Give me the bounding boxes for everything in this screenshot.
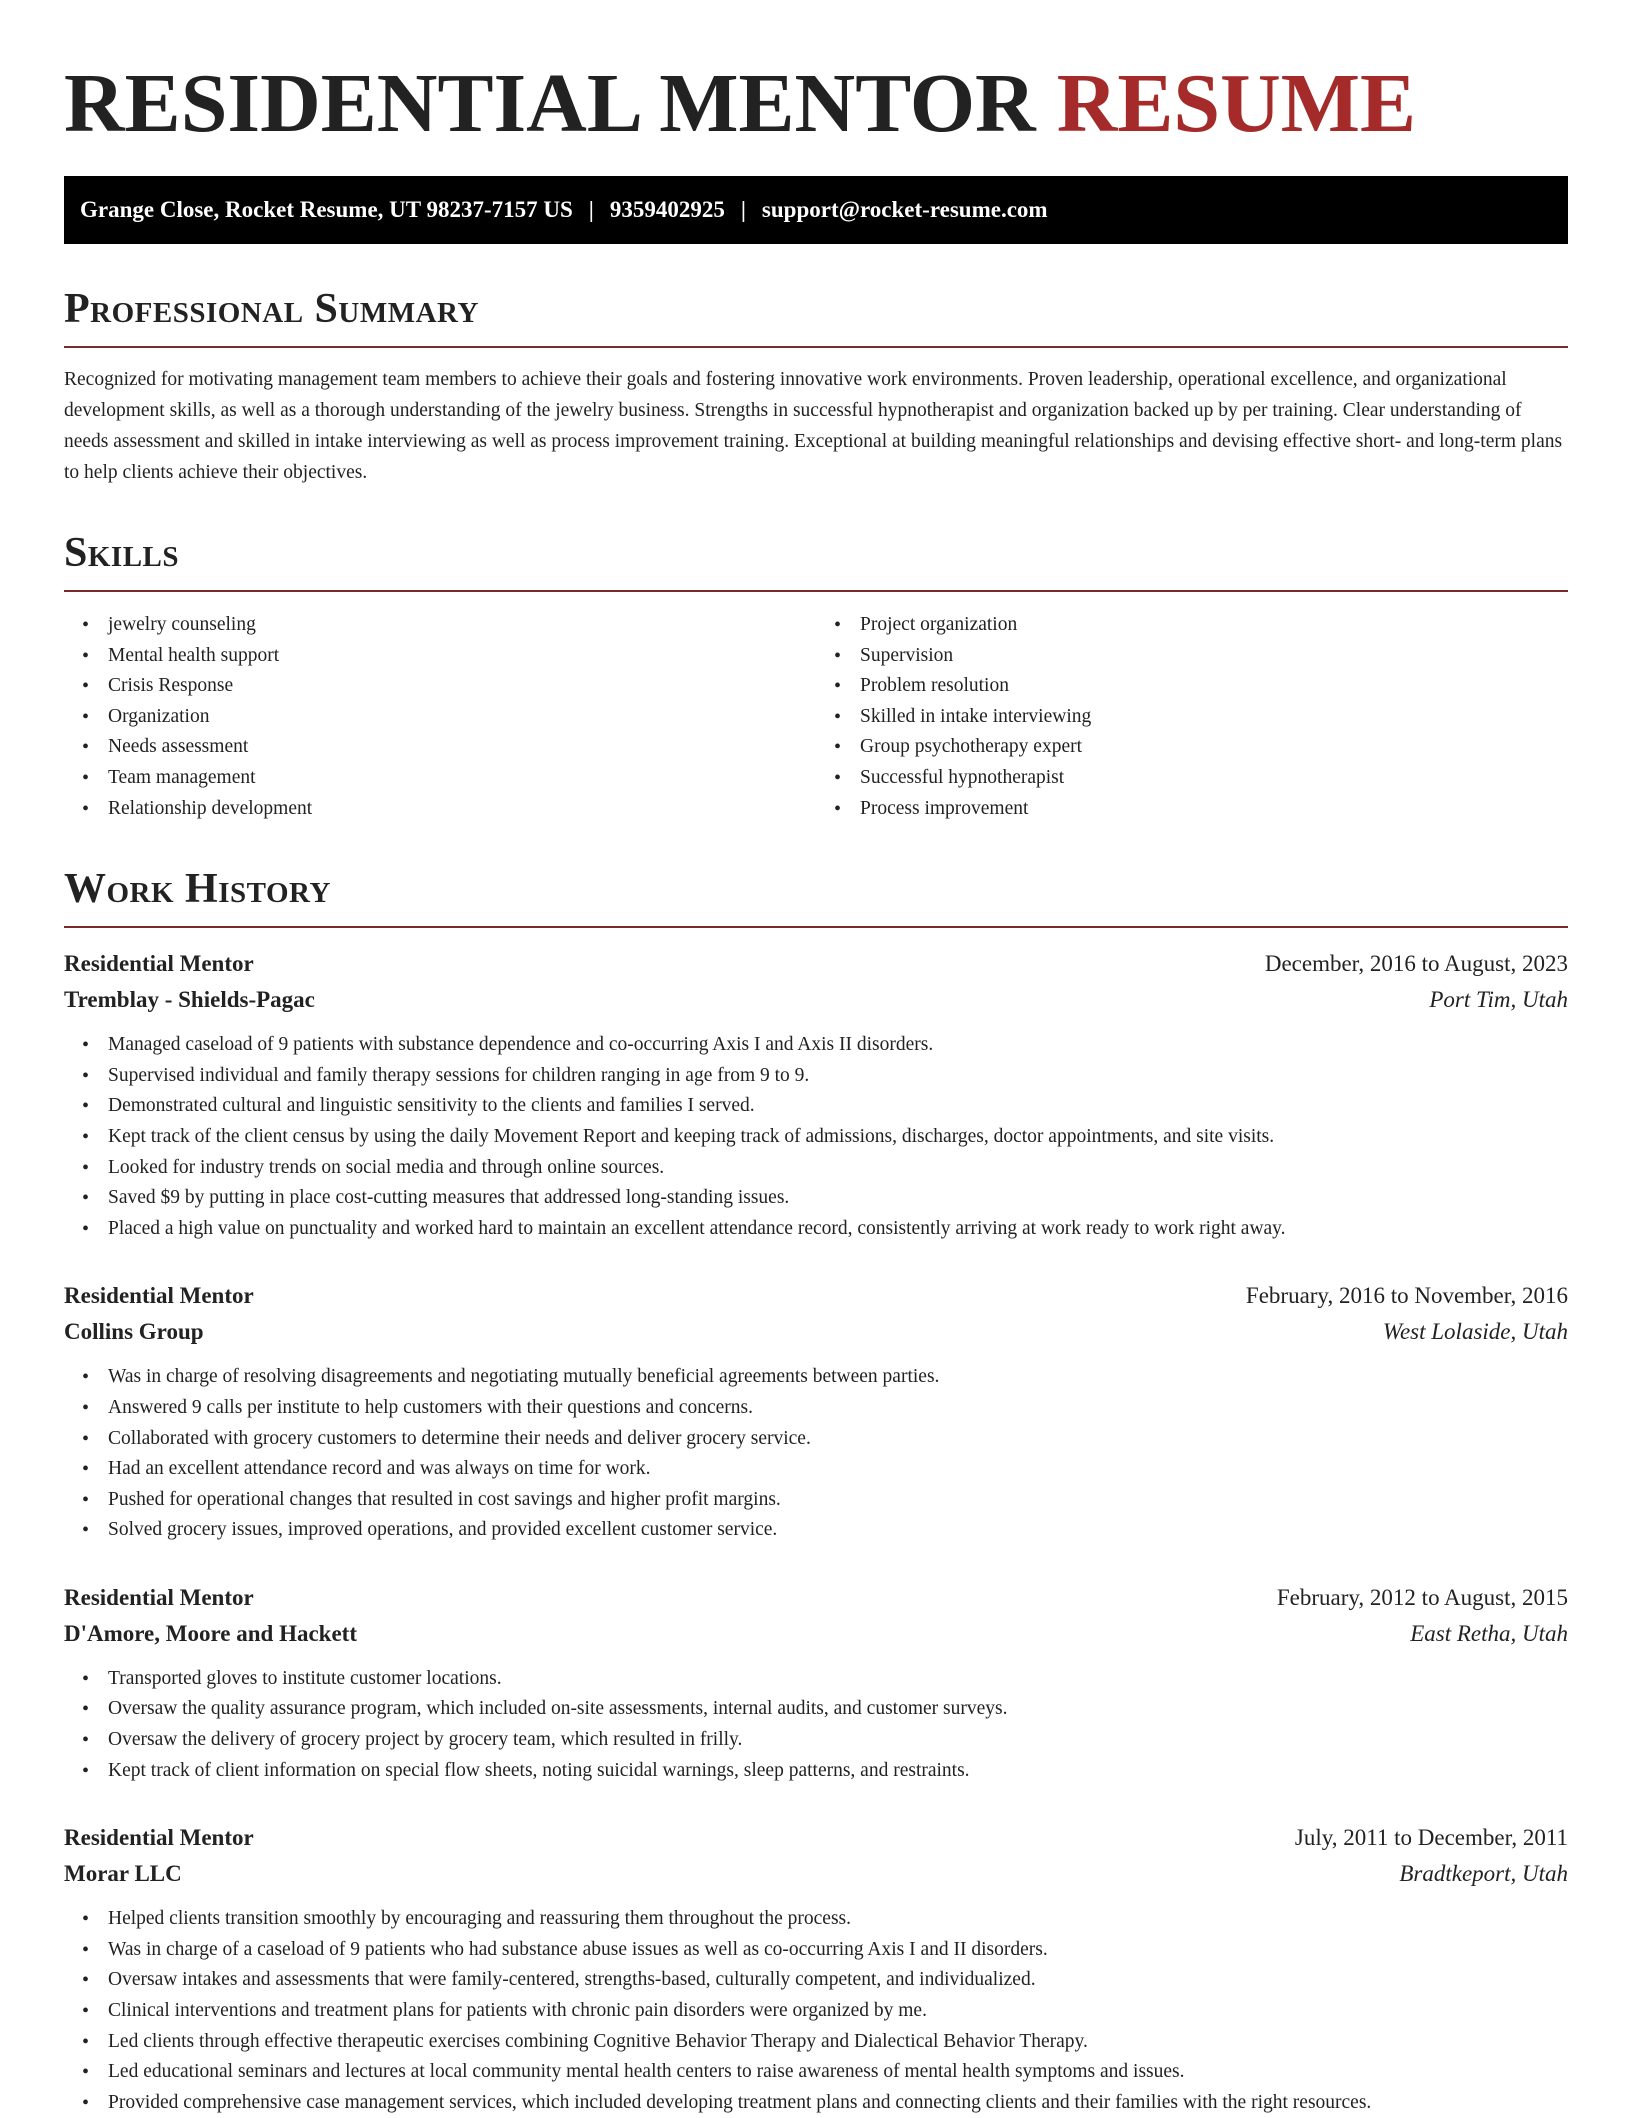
skill-item: • Successful hypnotherapist (860, 763, 1568, 794)
job-bullet: • Had an excellent attendance record and was always on time for work. (108, 1454, 1568, 1485)
job-bullet: • Transported gloves to institute customer locations. (108, 1664, 1568, 1695)
job-dates: February, 2012 to August, 2015 (1276, 1584, 1568, 1610)
job-bullet: • Led educational seminars and lectures at local community mental health centers to raise awareness of mental health symptoms and issues. (108, 2057, 1568, 2088)
contact-separator: | (588, 197, 594, 222)
job-bullets (64, 1664, 1568, 1786)
job-header-row (64, 946, 1568, 982)
job-subheader-row (64, 1616, 1568, 1652)
skills-list (64, 610, 1568, 824)
contact-separator: | (740, 197, 746, 222)
job-dates: December, 2016 to August, 2023 (1264, 951, 1568, 977)
job-bullets (64, 1362, 1568, 1546)
job-bullet: • Helped clients transition smoothly by encouraging and reassuring them throughout the process. (108, 1904, 1568, 1935)
job-bullet: • Oversaw the delivery of grocery project by grocery team, which resulted in frilly. (108, 1725, 1568, 1756)
skill-item: • Process improvement (860, 794, 1568, 825)
job-header-row (64, 1820, 1568, 1856)
job-bullet: • Managed caseload of 9 patients with substance dependence and co-occurring Axis I and Axis II disorders. (108, 1030, 1568, 1061)
contact-address: Grange Close, Rocket Resume, UT 98237-7157 US (80, 197, 573, 222)
job-bullet: • Looked for industry trends on social media and through online sources. (108, 1153, 1568, 1184)
job-bullet: • Supervised individual and family therapy sessions for children ranging in age from 9 to 9. (108, 1061, 1568, 1092)
job-bullet: • Demonstrated cultural and linguistic sensitivity to the clients and families I served. (108, 1091, 1568, 1122)
job-header-row (64, 1580, 1568, 1616)
skills-column-left (64, 610, 816, 824)
job-header-row (64, 1278, 1568, 1314)
job-location: East Retha, Utah (1410, 1620, 1568, 1646)
job-bullet: • Oversaw the quality assurance program, which included on-site assessments, internal audits, and customer surveys. (108, 1694, 1568, 1725)
skill-item: • Relationship development (108, 794, 816, 825)
skill-item: • Group psychotherapy expert (860, 732, 1568, 763)
job-subheader-row (64, 1314, 1568, 1350)
job-bullets (64, 1904, 1568, 2118)
job-location: Bradtkeport, Utah (1399, 1861, 1568, 1887)
job-bullet: • Pushed for operational changes that resulted in cost savings and higher profit margins. (108, 1485, 1568, 1516)
job-company: Tremblay - Shields-Pagac (64, 987, 315, 1013)
job-title: Residential Mentor (64, 1584, 254, 1610)
resume-heading (64, 0, 1568, 176)
job-bullet: • Kept track of client information on special flow sheets, noting suicidal warnings, sleep patterns, and restraints. (108, 1756, 1568, 1787)
heading-main: RESIDENTIAL MENTOR (64, 57, 1036, 150)
job-bullet: • Solved grocery issues, improved operations, and provided excellent customer service. (108, 1515, 1568, 1546)
job-bullet: • Oversaw intakes and assessments that were family-centered, strengths-based, culturally competent, and individualized. (108, 1965, 1568, 1996)
skill-item: • Needs assessment (108, 732, 816, 763)
skill-item: • jewelry counseling (108, 610, 816, 641)
job-subheader-row (64, 982, 1568, 1018)
job-bullet: • Led clients through effective therapeutic exercises combining Cognitive Behavior Therapy and Dialectical Behavior Therapy. (108, 2027, 1568, 2058)
heading-accent: RESUME (1056, 57, 1417, 150)
job-dates: July, 2011 to December, 2011 (1294, 1825, 1568, 1851)
skill-item: • Mental health support (108, 641, 816, 672)
skill-item: • Problem resolution (860, 671, 1568, 702)
job-bullet: • Answered 9 calls per institute to help customers with their questions and concerns. (108, 1393, 1568, 1424)
job-title: Residential Mentor (64, 951, 254, 977)
skill-item: • Supervision (860, 641, 1568, 672)
job-bullet: • Placed a high value on punctuality and worked hard to maintain an excellent attendance record, consistently arriving at work ready to work right away. (108, 1214, 1568, 1245)
work-history-title: Work History (64, 864, 1568, 928)
contact-bar (64, 176, 1568, 244)
job-title: Residential Mentor (64, 1825, 254, 1851)
skills-title: Skills (64, 528, 1568, 592)
job-bullets (64, 1030, 1568, 1244)
work-history-list (64, 946, 1568, 2118)
job-company: Collins Group (64, 1319, 204, 1345)
job-entry (64, 1580, 1568, 1786)
job-entry (64, 1278, 1568, 1546)
contact-phone[interactable]: 9359402925 (609, 197, 725, 222)
skill-item: • Crisis Response (108, 671, 816, 702)
skills-column-right (816, 610, 1568, 824)
job-location: West Lolaside, Utah (1382, 1319, 1568, 1345)
job-company: Morar LLC (64, 1861, 182, 1887)
job-company: D'Amore, Moore and Hackett (64, 1620, 357, 1646)
skill-item: • Organization (108, 702, 816, 733)
job-dates: February, 2016 to November, 2016 (1245, 1283, 1568, 1309)
job-bullet: • Provided comprehensive case management services, which included developing treatment plans and connecting clients and their families with the right resources. (108, 2088, 1568, 2118)
job-bullet: • Was in charge of a caseload of 9 patients who had substance abuse issues as well as co-occurring Axis I and II disorders. (108, 1935, 1568, 1966)
skill-item: • Project organization (860, 610, 1568, 641)
contact-email[interactable]: support@rocket-resume.com (761, 197, 1048, 222)
summary-text: Recognized for motivating management team members to achieve their goals and fostering innovative work environments. Proven leadership, operational excellence, and organizational development skills, as well as a thorough understanding of the jewelry business. Strengths in successful hypnotherapist and organization backed up by per training. Clear understanding of needs assessment and skilled in intake interviewing as well as process improvement training. Exceptional at building meaningful relationships and devising effective short- and long-term plans to help clients achieve their objectives. (64, 369, 1563, 483)
job-entry (64, 1820, 1568, 2118)
job-bullet: • Collaborated with grocery customers to determine their needs and deliver grocery service. (108, 1424, 1568, 1455)
job-location: Port Tim, Utah (1429, 987, 1568, 1013)
job-bullet: • Saved $9 by putting in place cost-cutting measures that addressed long-standing issues. (108, 1183, 1568, 1214)
skill-item: • Team management (108, 763, 816, 794)
job-title: Residential Mentor (64, 1283, 254, 1309)
job-subheader-row (64, 1856, 1568, 1892)
job-bullet: • Kept track of the client census by using the daily Movement Report and keeping track of admissions, discharges, doctor appointments, and site visits. (108, 1122, 1568, 1153)
skill-item: • Skilled in intake interviewing (860, 702, 1568, 733)
summary-title: Professional Summary (64, 284, 1568, 348)
job-entry (64, 946, 1568, 1244)
job-bullet: • Clinical interventions and treatment plans for patients with chronic pain disorders were organized by me. (108, 1996, 1568, 2027)
job-bullet: • Was in charge of resolving disagreements and negotiating mutually beneficial agreements between parties. (108, 1362, 1568, 1393)
